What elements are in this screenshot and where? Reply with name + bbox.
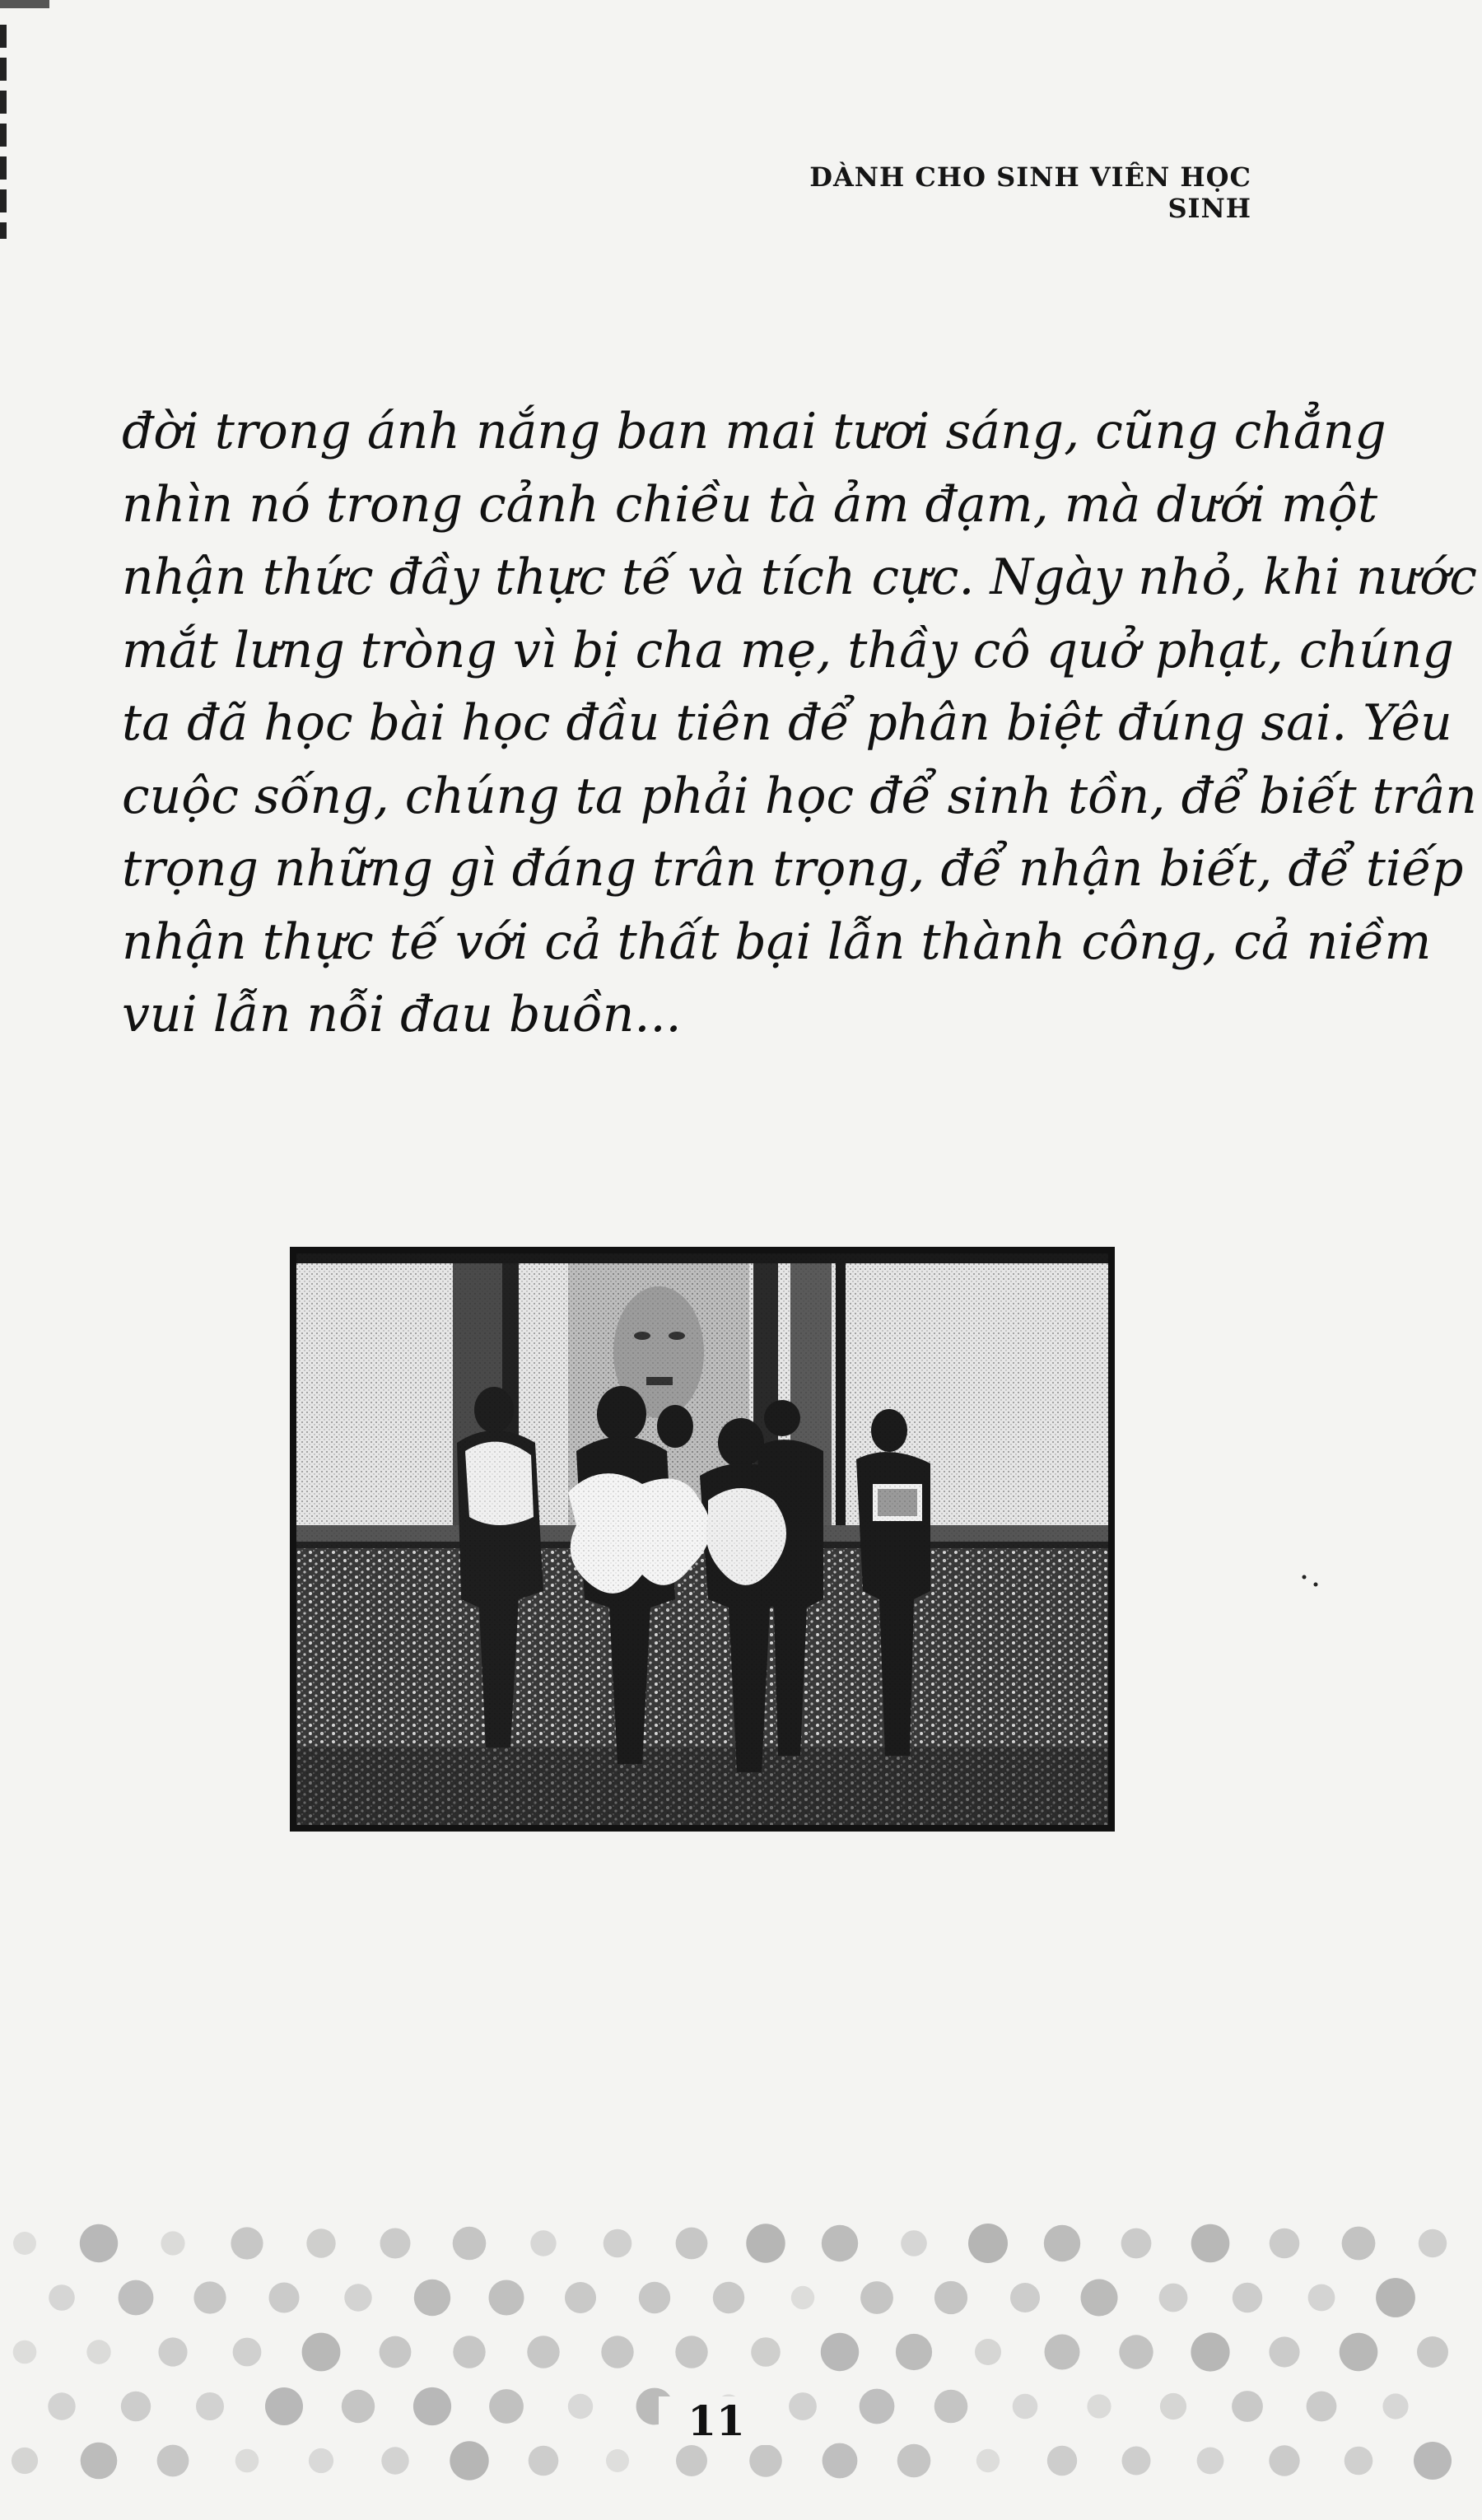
decorative-dot	[601, 2336, 633, 2368]
decorative-dot	[604, 2229, 632, 2258]
decorative-dot	[344, 2284, 371, 2311]
decorative-dot	[1122, 2447, 1151, 2476]
decorative-dot	[231, 2227, 263, 2259]
decorative-dot	[48, 2392, 75, 2420]
decorative-dot	[968, 2224, 1008, 2263]
decorative-dot	[975, 2339, 1001, 2365]
decorative-dot	[823, 2443, 858, 2479]
decorative-dot	[1159, 2284, 1188, 2312]
decorative-dot	[235, 2449, 259, 2473]
decorative-dot	[934, 2390, 968, 2424]
body-line: nhìn nó trong cảnh chiều tà ảm đạm, mà dưới một	[122, 475, 1378, 534]
decorative-dot	[86, 2340, 110, 2364]
body-line: ta đã học bài học đầu tiên để phân biệt đúng sai. Yêu	[122, 694, 1452, 752]
decorative-dot	[1342, 2227, 1376, 2261]
body-line: nhận thực tế với cả thất bại lẫn thành công, cả niềm	[122, 912, 1432, 971]
body-line: trọng những gì đáng trân trọng, để nhận biết, để tiếp	[122, 840, 1464, 898]
decorative-dot	[13, 2232, 36, 2255]
decorative-dot	[749, 2444, 782, 2477]
decorative-dot	[1191, 2224, 1230, 2263]
page-top-edge-shadow	[0, 0, 49, 8]
body-line: đời trong ánh nắng ban mai tươi sáng, cũng chẳng	[122, 403, 1386, 460]
decorative-dot	[896, 2334, 932, 2370]
body-line: nhận thức đầy thực tế và tích cực. Ngày nhỏ, khi nước	[122, 548, 1477, 606]
decorative-dot	[639, 2282, 670, 2313]
decorative-dot	[380, 2228, 411, 2259]
decorative-dot	[269, 2283, 300, 2313]
decorative-dot	[1121, 2228, 1152, 2259]
decorative-dot	[860, 2281, 893, 2314]
decorative-dot-pattern	[0, 2215, 1482, 2520]
decorative-dot	[746, 2224, 785, 2262]
decorative-dot	[453, 2336, 485, 2368]
decorative-dot	[306, 2228, 335, 2257]
decorative-dot	[1269, 2445, 1299, 2476]
decorative-dot	[1191, 2332, 1229, 2371]
decorative-dot	[821, 2333, 859, 2371]
decorative-dot	[1119, 2335, 1153, 2368]
group-photo-image	[290, 1247, 1115, 1832]
decorative-dot	[527, 2336, 559, 2368]
decorative-dot	[380, 2336, 412, 2368]
decorative-dot	[302, 2333, 341, 2372]
decorative-dot	[1087, 2394, 1111, 2418]
decorative-dot	[1081, 2280, 1118, 2317]
decorative-dot	[13, 2340, 37, 2364]
body-line: mắt lưng tròng vì bị cha mẹ, thầy cô quở phạt, chúng	[122, 621, 1454, 679]
decorative-dot	[1044, 2225, 1080, 2261]
decorative-dot	[450, 2441, 488, 2480]
decorative-dot	[606, 2449, 629, 2472]
body-paragraph	[122, 395, 1477, 1052]
decorative-dot	[822, 2225, 858, 2261]
decorative-dot	[1010, 2283, 1040, 2312]
decorative-dot	[157, 2445, 189, 2477]
running-header: DÀNH CHO SINH VIÊN HỌC SINH	[809, 161, 1251, 224]
decorative-dot	[1414, 2442, 1452, 2480]
decorative-dot	[676, 2445, 707, 2476]
decorative-dot	[489, 2389, 524, 2424]
decorative-dot	[976, 2449, 1000, 2472]
decorative-dot	[1269, 2336, 1299, 2367]
body-line: vui lẫn nỗi đau buồn...	[122, 986, 682, 1043]
decorative-dot	[789, 2392, 817, 2420]
decorative-dot	[1382, 2393, 1408, 2419]
decorative-dot	[1340, 2333, 1378, 2372]
decorative-dot	[414, 2280, 450, 2316]
decorative-dot	[196, 2392, 224, 2420]
page-number: 11	[659, 2396, 774, 2445]
decorative-dot	[1307, 2392, 1337, 2422]
decorative-dot	[897, 2444, 931, 2478]
decorative-dot	[49, 2284, 75, 2311]
decorative-dot	[901, 2230, 927, 2256]
decorative-dot	[1345, 2447, 1373, 2476]
decorative-dot	[12, 2448, 38, 2474]
decorative-dot	[568, 2394, 593, 2419]
decorative-dot	[1045, 2335, 1080, 2370]
decorative-dot	[342, 2390, 375, 2423]
decorative-dot	[1233, 2283, 1262, 2312]
decorative-dot	[1376, 2278, 1415, 2317]
photo-illustration	[296, 1253, 1108, 1825]
decorative-dot	[233, 2338, 262, 2367]
decorative-dot	[1047, 2446, 1077, 2476]
decorative-dot	[1308, 2284, 1335, 2312]
decorative-dot	[529, 2446, 559, 2476]
decorative-dot	[381, 2447, 408, 2474]
decorative-dot	[860, 2389, 895, 2424]
decorative-dot	[121, 2392, 151, 2421]
decorative-dot	[119, 2280, 154, 2316]
decorative-dot	[1232, 2391, 1263, 2422]
body-line: cuộc sống, chúng ta phải học để sinh tồn, để biết trân	[122, 767, 1477, 825]
decorative-dot	[265, 2387, 303, 2425]
decorative-dot	[193, 2281, 226, 2313]
decorative-dot	[1013, 2394, 1038, 2420]
decorative-dot	[791, 2286, 814, 2309]
decorative-dot	[489, 2280, 524, 2316]
decorative-dot	[565, 2282, 596, 2313]
decorative-dot	[530, 2230, 556, 2256]
decorative-dot	[158, 2337, 187, 2366]
decorative-dot	[453, 2227, 487, 2261]
decorative-dot	[751, 2337, 781, 2367]
decorative-dot	[309, 2448, 333, 2473]
binding-edge	[0, 25, 7, 239]
decorative-dot	[1270, 2228, 1300, 2259]
decorative-dot	[1419, 2229, 1447, 2257]
decorative-dot	[934, 2281, 967, 2314]
decorative-dot	[676, 2228, 708, 2260]
decorative-dot	[713, 2282, 744, 2313]
decorative-dot	[413, 2387, 451, 2425]
decorative-dot	[675, 2336, 707, 2368]
decorative-dot	[161, 2231, 184, 2255]
decorative-dot	[81, 2443, 118, 2480]
stray-ink-mark	[1299, 1573, 1324, 1589]
decorative-dot	[80, 2224, 118, 2262]
decorative-dot	[1417, 2336, 1448, 2368]
decorative-dot	[1160, 2393, 1186, 2420]
decorative-dot	[1197, 2448, 1224, 2475]
